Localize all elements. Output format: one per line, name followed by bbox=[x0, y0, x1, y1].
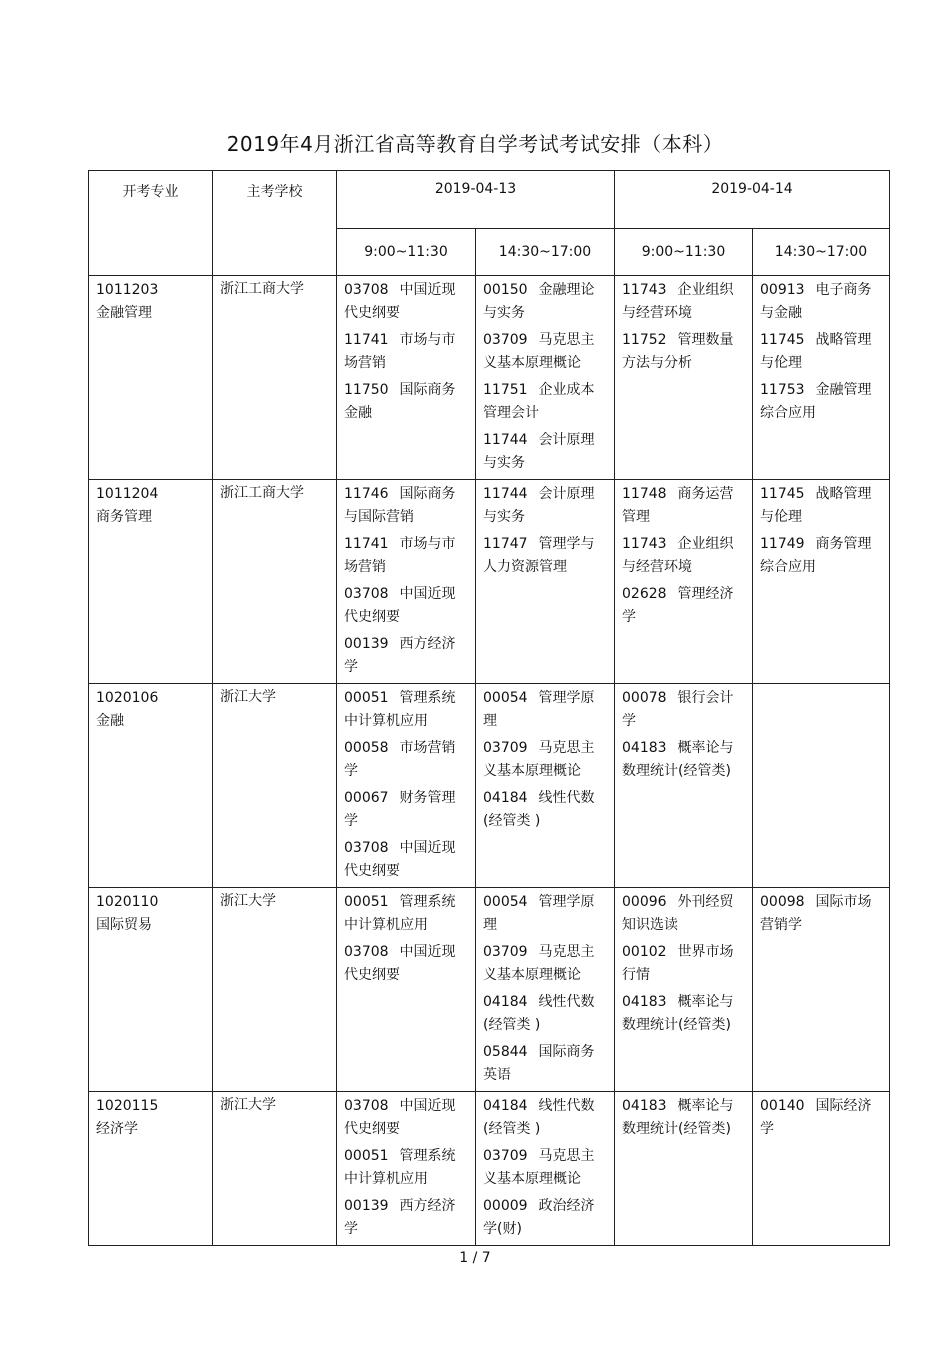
course-entry bbox=[344, 737, 469, 783]
course-entry bbox=[760, 1095, 883, 1141]
course-name: 商务管理综合应用 bbox=[760, 536, 872, 575]
course-name: 中国近现代史纲要 bbox=[344, 282, 456, 321]
session-cell bbox=[476, 684, 615, 888]
school-cell: 浙江大学 bbox=[213, 1092, 337, 1246]
course-entry bbox=[483, 533, 608, 579]
course-name: 管理学原理 bbox=[483, 690, 595, 729]
course-entry bbox=[622, 533, 746, 579]
course-entry bbox=[483, 279, 608, 325]
course-entry bbox=[344, 483, 469, 529]
course-code: 11744 bbox=[483, 486, 528, 502]
header-session-4: 14:30~17:00 bbox=[753, 229, 890, 276]
course-name: 线性代数(经管类 ) bbox=[483, 1098, 595, 1137]
course-entry bbox=[483, 787, 608, 833]
course-code: 00051 bbox=[344, 1148, 389, 1164]
page-title: 2019年4月浙江省高等教育自学考试考试安排（本科） bbox=[226, 132, 724, 156]
course-code: 02628 bbox=[622, 586, 667, 602]
session-cell bbox=[476, 1092, 615, 1246]
course-code: 11752 bbox=[622, 332, 667, 348]
header-session-3: 9:00~11:30 bbox=[615, 229, 753, 276]
course-entry bbox=[344, 687, 469, 733]
course-name: 金融理论与实务 bbox=[483, 282, 595, 321]
course-code: 11741 bbox=[344, 536, 389, 552]
course-name: 政治经济学(财) bbox=[483, 1198, 595, 1237]
course-code: 00913 bbox=[760, 282, 805, 298]
course-code: 00139 bbox=[344, 636, 389, 652]
course-code: 00102 bbox=[622, 944, 667, 960]
course-code: 03708 bbox=[344, 840, 389, 856]
header-session-1: 9:00~11:30 bbox=[337, 229, 476, 276]
course-code: 03708 bbox=[344, 1098, 389, 1114]
major-cell bbox=[89, 888, 213, 1092]
course-name: 管理学与人力资源管理 bbox=[483, 536, 595, 575]
course-code: 03709 bbox=[483, 740, 528, 756]
course-name: 马克思主义基本原理概论 bbox=[483, 944, 595, 983]
course-name: 企业组织与经营环境 bbox=[622, 282, 734, 321]
course-entry bbox=[622, 687, 746, 733]
course-name: 管理数量方法与分析 bbox=[622, 332, 734, 371]
course-entry bbox=[344, 279, 469, 325]
session-cell bbox=[615, 480, 753, 684]
school-cell: 浙江工商大学 bbox=[213, 480, 337, 684]
session-cell bbox=[337, 1092, 476, 1246]
session-cell bbox=[753, 480, 890, 684]
course-entry bbox=[483, 1095, 608, 1141]
session-cell bbox=[753, 888, 890, 1092]
course-name: 企业组织与经营环境 bbox=[622, 536, 734, 575]
course-entry bbox=[344, 891, 469, 937]
course-name: 市场与市场营销 bbox=[344, 536, 456, 575]
course-name: 中国近现代史纲要 bbox=[344, 944, 456, 983]
course-name: 管理系统中计算机应用 bbox=[344, 894, 456, 933]
course-entry bbox=[622, 583, 746, 629]
page-number: 1 / 7 bbox=[459, 1250, 491, 1266]
course-code: 11746 bbox=[344, 486, 389, 502]
course-entry bbox=[483, 1041, 608, 1087]
course-entry bbox=[483, 687, 608, 733]
session-cell bbox=[476, 276, 615, 480]
major-code: 1020115 bbox=[96, 1098, 159, 1114]
course-entry bbox=[344, 1145, 469, 1191]
schedule-body bbox=[89, 276, 890, 1246]
major-cell bbox=[89, 1092, 213, 1246]
major-code: 1011204 bbox=[96, 486, 159, 502]
course-code: 11753 bbox=[760, 382, 805, 398]
course-entry bbox=[622, 1095, 746, 1141]
course-name: 概率论与数理统计(经管类) bbox=[622, 740, 734, 779]
course-code: 00054 bbox=[483, 894, 528, 910]
course-code: 00051 bbox=[344, 894, 389, 910]
session-cell bbox=[476, 888, 615, 1092]
header-session-2: 14:30~17:00 bbox=[476, 229, 615, 276]
course-code: 11743 bbox=[622, 536, 667, 552]
course-name: 中国近现代史纲要 bbox=[344, 840, 456, 879]
course-name: 国际商务与国际营销 bbox=[344, 486, 456, 525]
course-code: 03709 bbox=[483, 944, 528, 960]
session-cell bbox=[615, 1092, 753, 1246]
course-name: 西方经济学 bbox=[344, 636, 456, 675]
course-name: 企业成本管理会计 bbox=[483, 382, 595, 421]
course-name: 战略管理与伦理 bbox=[760, 332, 872, 371]
course-entry bbox=[483, 1145, 608, 1191]
table-row bbox=[89, 684, 890, 888]
session-cell bbox=[615, 276, 753, 480]
course-entry bbox=[344, 379, 469, 425]
major-code: 1020110 bbox=[96, 894, 159, 910]
course-name: 管理系统中计算机应用 bbox=[344, 1148, 456, 1187]
course-code: 04184 bbox=[483, 1098, 528, 1114]
header-major: 开考专业 bbox=[89, 171, 213, 276]
course-code: 00098 bbox=[760, 894, 805, 910]
course-code: 04184 bbox=[483, 994, 528, 1010]
course-name: 马克思主义基本原理概论 bbox=[483, 1148, 595, 1187]
course-name: 会计原理与实务 bbox=[483, 486, 595, 525]
course-code: 00009 bbox=[483, 1198, 528, 1214]
course-entry bbox=[344, 533, 469, 579]
course-name: 战略管理与伦理 bbox=[760, 486, 872, 525]
table-row bbox=[89, 276, 890, 480]
course-name: 马克思主义基本原理概论 bbox=[483, 740, 595, 779]
table-row bbox=[89, 1092, 890, 1246]
course-code: 00054 bbox=[483, 690, 528, 706]
session-cell bbox=[615, 684, 753, 888]
course-name: 银行会计学 bbox=[622, 690, 734, 729]
course-entry bbox=[483, 329, 608, 375]
major-code: 1020106 bbox=[96, 690, 159, 706]
course-name: 国际商务金融 bbox=[344, 382, 456, 421]
course-name: 管理学原理 bbox=[483, 894, 595, 933]
school-cell: 浙江工商大学 bbox=[213, 276, 337, 480]
course-entry bbox=[760, 279, 883, 325]
course-name: 中国近现代史纲要 bbox=[344, 586, 456, 625]
course-entry bbox=[344, 583, 469, 629]
course-entry bbox=[760, 891, 883, 937]
course-entry bbox=[622, 991, 746, 1037]
course-name: 西方经济学 bbox=[344, 1198, 456, 1237]
course-name: 市场营销学 bbox=[344, 740, 456, 779]
session-cell bbox=[337, 480, 476, 684]
course-name: 国际市场营销学 bbox=[760, 894, 872, 933]
course-name: 会计原理与实务 bbox=[483, 432, 595, 471]
course-entry bbox=[622, 737, 746, 783]
table-row bbox=[89, 888, 890, 1092]
course-name: 中国近现代史纲要 bbox=[344, 1098, 456, 1137]
course-code: 03709 bbox=[483, 332, 528, 348]
course-code: 11743 bbox=[622, 282, 667, 298]
course-entry bbox=[622, 279, 746, 325]
course-entry bbox=[483, 941, 608, 987]
course-entry bbox=[344, 941, 469, 987]
course-name: 外刊经贸知识选读 bbox=[622, 894, 734, 933]
course-code: 11747 bbox=[483, 536, 528, 552]
course-code: 11749 bbox=[760, 536, 805, 552]
course-entry bbox=[760, 483, 883, 529]
course-entry bbox=[483, 483, 608, 529]
course-entry bbox=[483, 379, 608, 425]
course-name: 概率论与数理统计(经管类) bbox=[622, 994, 734, 1033]
major-code: 1011203 bbox=[96, 282, 159, 298]
course-code: 03709 bbox=[483, 1148, 528, 1164]
course-code: 04183 bbox=[622, 740, 667, 756]
course-code: 00139 bbox=[344, 1198, 389, 1214]
course-name: 管理系统中计算机应用 bbox=[344, 690, 456, 729]
course-code: 00150 bbox=[483, 282, 528, 298]
major-cell bbox=[89, 480, 213, 684]
course-entry bbox=[344, 633, 469, 679]
course-name: 财务管理学 bbox=[344, 790, 456, 829]
course-entry bbox=[760, 329, 883, 375]
course-entry bbox=[344, 329, 469, 375]
course-code: 11744 bbox=[483, 432, 528, 448]
header-school: 主考学校 bbox=[213, 171, 337, 276]
course-entry bbox=[344, 787, 469, 833]
course-code: 11745 bbox=[760, 486, 805, 502]
course-name: 国际经济学 bbox=[760, 1098, 872, 1137]
course-code: 00078 bbox=[622, 690, 667, 706]
session-cell bbox=[753, 684, 890, 888]
session-cell bbox=[337, 888, 476, 1092]
session-cell bbox=[337, 276, 476, 480]
course-name: 电子商务与金融 bbox=[760, 282, 872, 321]
session-cell bbox=[615, 888, 753, 1092]
header-date-1: 2019-04-13 bbox=[337, 171, 615, 229]
course-code: 00067 bbox=[344, 790, 389, 806]
table-row bbox=[89, 480, 890, 684]
session-cell bbox=[337, 684, 476, 888]
course-name: 管理经济学 bbox=[622, 586, 734, 625]
course-entry bbox=[760, 379, 883, 425]
school-cell: 浙江大学 bbox=[213, 888, 337, 1092]
session-cell bbox=[753, 276, 890, 480]
course-entry bbox=[622, 941, 746, 987]
course-entry bbox=[483, 737, 608, 783]
session-cell bbox=[476, 480, 615, 684]
course-code: 03708 bbox=[344, 282, 389, 298]
course-code: 04183 bbox=[622, 1098, 667, 1114]
course-name: 金融管理综合应用 bbox=[760, 382, 872, 421]
course-code: 00140 bbox=[760, 1098, 805, 1114]
course-code: 03708 bbox=[344, 586, 389, 602]
course-code: 11751 bbox=[483, 382, 528, 398]
course-entry bbox=[344, 837, 469, 883]
course-entry bbox=[760, 533, 883, 579]
major-name: 金融 bbox=[96, 713, 124, 729]
course-code: 11748 bbox=[622, 486, 667, 502]
course-code: 00058 bbox=[344, 740, 389, 756]
course-name: 市场与市场营销 bbox=[344, 332, 456, 371]
course-name: 概率论与数理统计(经管类) bbox=[622, 1098, 734, 1137]
course-code: 11750 bbox=[344, 382, 389, 398]
major-cell bbox=[89, 684, 213, 888]
course-code: 04184 bbox=[483, 790, 528, 806]
header-date-2: 2019-04-14 bbox=[615, 171, 890, 229]
course-entry bbox=[622, 329, 746, 375]
course-code: 00051 bbox=[344, 690, 389, 706]
course-code: 00096 bbox=[622, 894, 667, 910]
major-name: 商务管理 bbox=[96, 509, 152, 525]
course-name: 线性代数(经管类 ) bbox=[483, 994, 595, 1033]
course-name: 国际商务英语 bbox=[483, 1044, 595, 1083]
school-cell: 浙江大学 bbox=[213, 684, 337, 888]
course-entry bbox=[622, 891, 746, 937]
session-cell bbox=[753, 1092, 890, 1246]
course-entry bbox=[344, 1095, 469, 1141]
course-name: 线性代数(经管类 ) bbox=[483, 790, 595, 829]
course-entry bbox=[622, 483, 746, 529]
course-entry bbox=[483, 1195, 608, 1241]
course-entry bbox=[344, 1195, 469, 1241]
course-code: 04183 bbox=[622, 994, 667, 1010]
course-name: 马克思主义基本原理概论 bbox=[483, 332, 595, 371]
major-name: 经济学 bbox=[96, 1121, 138, 1137]
course-name: 商务运营管理 bbox=[622, 486, 734, 525]
major-name: 金融管理 bbox=[96, 305, 152, 321]
major-name: 国际贸易 bbox=[96, 917, 152, 933]
exam-schedule-table bbox=[88, 170, 890, 1246]
course-entry bbox=[483, 891, 608, 937]
course-code: 03708 bbox=[344, 944, 389, 960]
course-code: 11745 bbox=[760, 332, 805, 348]
course-name: 世界市场行情 bbox=[622, 944, 734, 983]
course-entry bbox=[483, 429, 608, 475]
course-code: 05844 bbox=[483, 1044, 528, 1060]
course-code: 11741 bbox=[344, 332, 389, 348]
course-entry bbox=[483, 991, 608, 1037]
major-cell bbox=[89, 276, 213, 480]
